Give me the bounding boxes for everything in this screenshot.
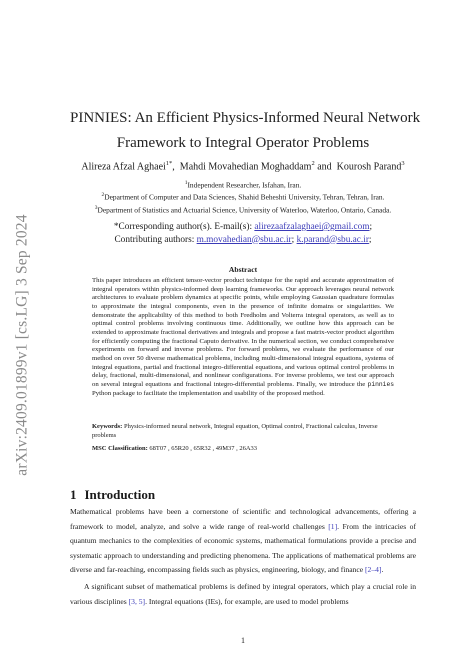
paper-page [70, 0, 421, 670]
affiliation-1-text: Independent Researcher, Isfahan, Iran. [187, 180, 302, 190]
author-1-name: Alireza Afzal Aghaei [81, 161, 166, 173]
citation-link[interactable]: [2–4] [365, 565, 382, 575]
corresponding-email-link[interactable]: alirezaafzalaghaei@gmail.com [254, 222, 370, 232]
intro-p1-text-b: . From the intricacies of quantum mechanics to the complexities of economic systems, mathematical formulations provide a precise and systematic approach to understanding and predicting phenomena. The applications of mathematical problems are diverse and far-reaching, encompassing fields such as physics, engineering, biology, and finance [70, 521, 416, 575]
paper-title-line-2: Framework to Integral Operator Problems [116, 135, 370, 151]
intro-paragraph-2 [70, 580, 416, 609]
abstract-body [92, 277, 394, 398]
paper-title-line-1: PINNIES: An Efficient Physics-Informed Neural Network [70, 110, 421, 126]
affiliation-2 [70, 190, 416, 202]
intro-p1-text-c: . [381, 565, 384, 575]
author-3-affiliation-marker: 3 [401, 160, 405, 167]
section-heading-introduction [70, 487, 155, 503]
contributing-email-link-1[interactable]: m.movahedian@sbu.ac.ir [196, 234, 292, 245]
keywords-label: Keywords: [92, 423, 123, 430]
intro-p2-text-a: A significant subset of mathematical problems is defined by integral operators, which play a crucial role in various disciplines [70, 582, 416, 606]
paper-title [70, 106, 421, 156]
corresponding-author-label: *Corresponding author(s). E-mail(s): [113, 222, 253, 232]
affiliation-3-text: Department of Statistics and Actuarial Science, University of Waterloo, Waterloo, Ontario, Canada. [97, 205, 392, 215]
author-list: Alireza Afzal Aghaei$^{1*}$, Mahdi Movahedian Moghaddam$^2$ and Kourosh Parand$^3$ [81, 160, 405, 173]
contributing-authors-label: Contributing authors: [114, 234, 195, 245]
package-name: pinnies [367, 380, 394, 388]
author-1-affiliation-marker: 1* [165, 160, 173, 167]
affiliation-list [70, 178, 416, 215]
citation-link[interactable]: [1] [328, 521, 338, 531]
intro-p1-text-a: Mathematical problems have been a cornerstone of scientific and technological advancements, offering a framework to model, analyze, and solve a wide range of real-world challenges [70, 507, 416, 531]
affiliation-2-marker: 2 [101, 192, 105, 199]
author-3-name: Kourosh Parand [336, 161, 402, 173]
section-number: 1 [70, 487, 77, 502]
author-2-affiliation-marker: 2 [311, 160, 315, 167]
citation-link[interactable]: [3, 5] [128, 596, 146, 606]
arxiv-identifier-stamp [8, 185, 38, 505]
intro-p2-text-b: . Integral equations (IEs), for example, are used to model problems [145, 596, 349, 606]
abstract-text-end: Python package to facilitate the implementation and usability of the proposed method. [92, 389, 325, 397]
abstract-text: This paper introduces an efficient tensor-vector product technique for the rapid and accurate approximation of integral operators within physics-informed deep learning frameworks. Our approach leverages neural network architectures to evaluate problem dynamics at specific points, while employing Gaussian quadrature formulas to approximate the integral components, even in the presence of infinite domains or singularities. We demonstrate the applicability of this method to both Fredholm and Volterra integral operators, as well as to optimal control problems involving continuous time. Additionally, we outline how this approach can be extended to approximate fractional derivatives and integrals and propose a fast matrix-vector product algorithm for efficiently computing the fractional Caputo derivative. In the numerical section, we conduct comprehensive experiments on forward and inverse problems. For forward problems, we evaluate the performance of our method on over 50 diverse mathematical problems, including multi-dimensional integral equations, systems of integral equations, partial and fractional integro-differential equations, and various optimal control problems in delay, fractional, multi-dimensional, and nonlinear configurations. For inverse problems, we test our approach on several integral equations and fractional integro-differential problems. Finally, we introduce the [92, 277, 394, 388]
contributing-authors-line: Contributing authors: m.movahedian@sbu.ac.ir; k.parand@sbu.ac.ir; [114, 234, 372, 245]
contact-block [70, 221, 416, 246]
affiliation-2-text: Department of Computer and Data Sciences, Shahid Beheshti University, Tehran, Tehran, Iran. [104, 192, 385, 202]
affiliation-3 [70, 203, 416, 215]
affiliation-3-marker: 3 [94, 204, 98, 211]
page-number: 1 [241, 636, 245, 645]
msc-label: MSC Classification: [92, 445, 148, 452]
author-2-name: Mahdi Movahedian Moghaddam [179, 161, 312, 173]
contributing-email-link-2[interactable]: k.parand@sbu.ac.ir [296, 234, 369, 245]
msc-codes: 68T07 , 65R20 , 65R32 , 49M37 , 26A33 [149, 445, 258, 452]
affiliation-1 [70, 178, 416, 190]
keywords-block [92, 423, 394, 440]
abstract-heading: Abstract [228, 265, 258, 274]
affiliation-1-marker: 1 [184, 180, 188, 186]
msc-classification-block [92, 445, 394, 452]
corresponding-author-line: *Corresponding author(s). E-mail(s): alirezaafzalaghaei@gmail.com; [113, 222, 373, 232]
section-title: Introduction [84, 487, 156, 502]
arxiv-identifier-text: arXiv:2409.01899v1 [cs.LG] 3 Sep 2024 [14, 214, 31, 476]
intro-paragraph-1 [70, 505, 416, 578]
keywords-text: Physics-informed neural network, Integral equation, Optimal control, Fractional calculus, Inverse problems [92, 423, 378, 439]
